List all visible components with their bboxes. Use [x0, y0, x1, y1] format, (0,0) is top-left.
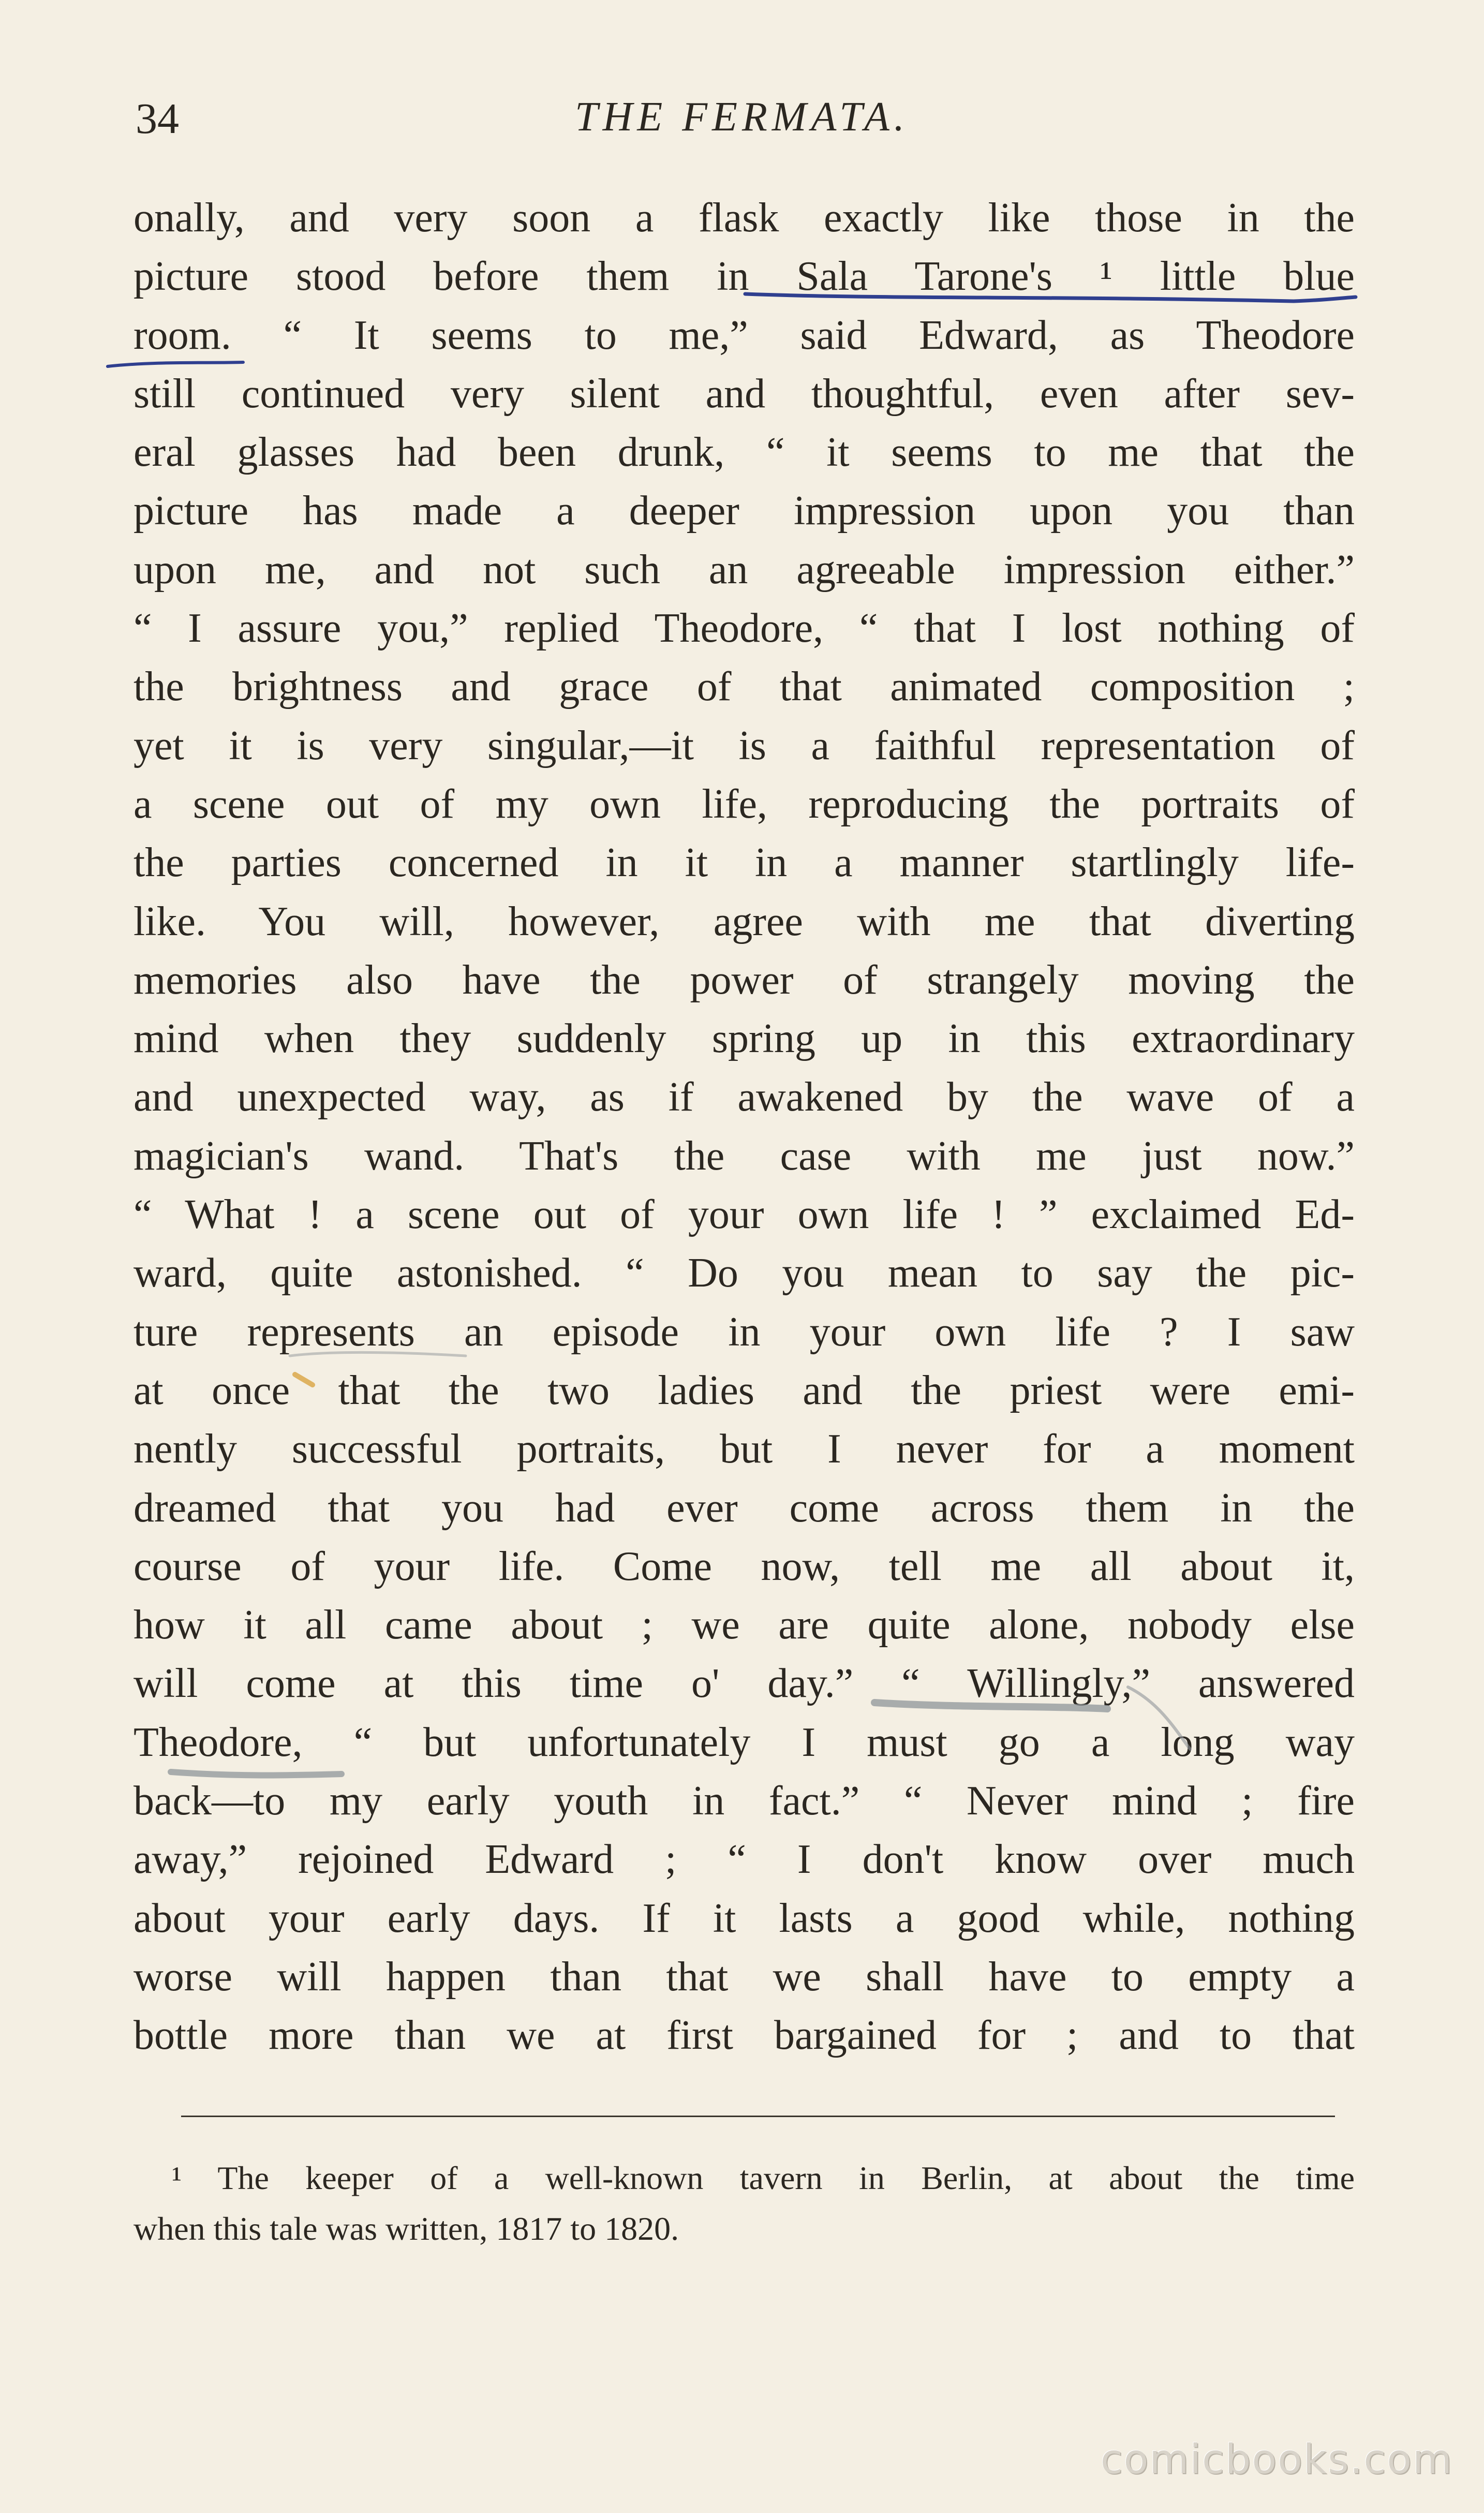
text-line: a scene out of my own life, reproducing the portraits of [133, 781, 1355, 827]
text-line: how it all came about ; we are quite alone, nobody else [133, 1602, 1355, 1648]
text-line: room. “ It seems to me,” said Edward, as Theodore [133, 312, 1355, 358]
text-line: memories also have the power of strangely moving the [133, 957, 1355, 1003]
text-line: about your early days. If it lasts a good while, nothing [133, 1895, 1355, 1941]
text-line: bottle more than we at first bargained for ; and to that [133, 2013, 1355, 2059]
text-line: still continued very silent and thoughtful, even after sev- [133, 371, 1355, 417]
text-line: picture has made a deeper impression upon you than [133, 488, 1355, 534]
footnote [133, 2153, 1355, 2254]
text-line: upon me, and not such an agreeable impression either.” [133, 546, 1355, 593]
text-line: away,” rejoined Edward ; “ I don't know over much [133, 1837, 1355, 1883]
page-number: 34 [136, 95, 179, 143]
text-line: magician's wand. That's the case with me just now.” [133, 1133, 1355, 1179]
text-line: ture represents an episode in your own life ? I saw [133, 1309, 1355, 1355]
footnote-rule [181, 2116, 1335, 2117]
text-line: back—to my early youth in fact.” “ Never mind ; fire [133, 1778, 1355, 1824]
text-line: worse will happen than that we shall have to empty a [133, 1954, 1355, 2000]
text-line: “ I assure you,” replied Theodore, “ that I lost nothing of [133, 605, 1355, 652]
text-line: will come at this time o' day.” “ Willingly,” answered [133, 1661, 1355, 1707]
text-line: mind when they suddenly spring up in this extraordinary [133, 1016, 1355, 1062]
text-line: course of your life. Come now, tell me all about it, [133, 1543, 1355, 1589]
text-line: onally, and very soon a flask exactly like those in the [133, 195, 1355, 241]
text-line: the parties concerned in it in a manner startlingly life- [133, 840, 1355, 886]
watermark: comicbooks.com [1100, 2436, 1453, 2483]
footnote-line: when this tale was written, 1817 to 1820. [133, 2210, 679, 2247]
text-line: dreamed that you had ever come across them in the [133, 1485, 1355, 1531]
text-line: the brightness and grace of that animated composition ; [133, 664, 1355, 710]
text-line: like. You will, however, agree with me that diverting [133, 898, 1355, 944]
text-line: picture stood before them in Sala Tarone's ¹ little blue [133, 254, 1355, 300]
text-line: nently successful portraits, but I never for a moment [133, 1426, 1355, 1472]
running-title: THE FERMATA. [575, 94, 909, 140]
text-line: yet it is very singular,—it is a faithful representation of [133, 722, 1355, 768]
text-line: and unexpected way, as if awakened by the wave of a [133, 1074, 1355, 1120]
text-line: at once that the two ladies and the priest were emi- [133, 1367, 1355, 1413]
footnote-line: ¹ The keeper of a well-known tavern in Berlin, at about the time [172, 2160, 1355, 2196]
body-text [133, 189, 1355, 2065]
text-line: eral glasses had been drunk, “ it seems to me that the [133, 430, 1355, 476]
text-line: “ What ! a scene out of your own life ! ” exclaimed Ed- [133, 1192, 1355, 1238]
text-line: Theodore, “ but unfortunately I must go a long way [133, 1719, 1355, 1765]
text-line: ward, quite astonished. “ Do you mean to say the pic- [133, 1250, 1355, 1296]
